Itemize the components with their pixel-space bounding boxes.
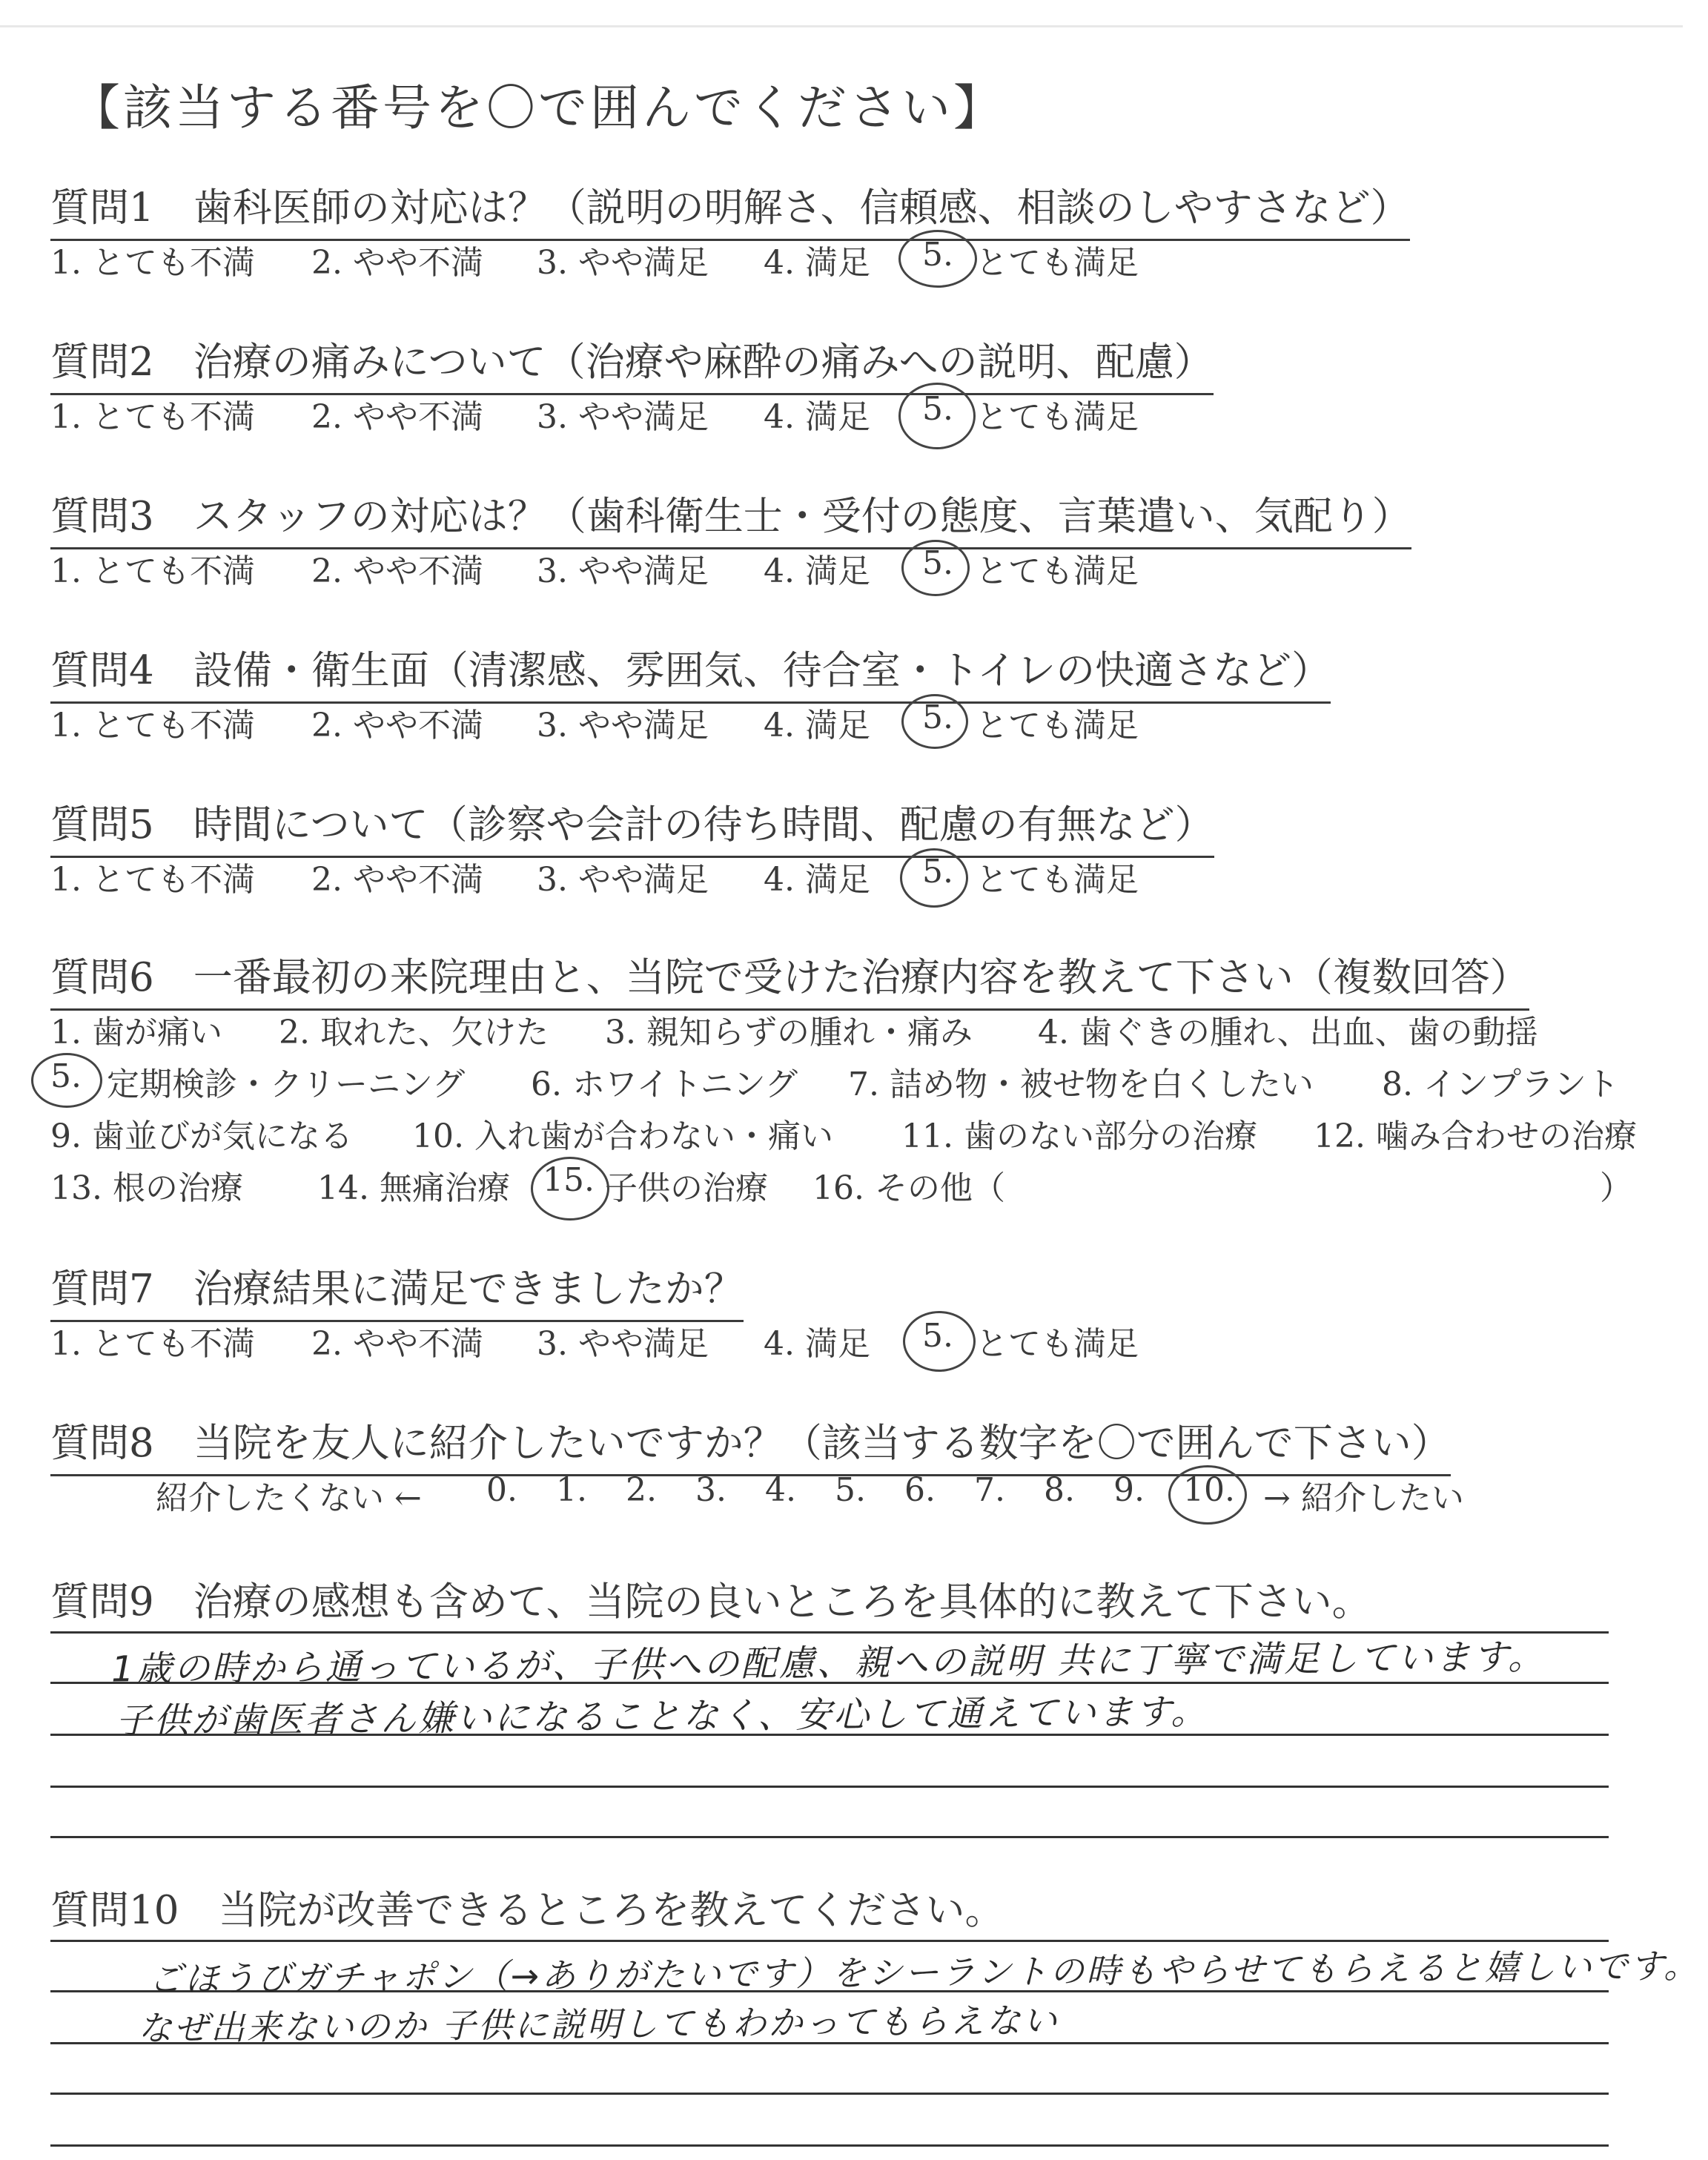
option-2[interactable]: 2. 取れた、欠けた	[279, 1014, 549, 1051]
option-1[interactable]: 1. とても不満	[50, 398, 255, 436]
selection-circle	[898, 383, 976, 449]
question-5-title: 質問5 時間について（診察や会計の待ち時間、配慮の有無など）	[50, 793, 1214, 858]
option-15[interactable]: 15.	[543, 1161, 595, 1199]
handwritten-answer-line: なぜ出来ないのか 子供に説明してもわかってもらえない	[137, 2000, 1059, 2049]
scale-6[interactable]: 6.	[904, 1471, 936, 1509]
option-2[interactable]: 2. やや不満	[311, 244, 483, 282]
scale-0[interactable]: 0.	[486, 1471, 517, 1509]
selection-circle	[901, 540, 970, 596]
option-4[interactable]: 4. 歯ぐきの腫れ、出血、歯の動揺	[1038, 1014, 1538, 1051]
option-5[interactable]: 5.	[922, 544, 953, 582]
option-5[interactable]: 5.	[922, 853, 953, 891]
option-3[interactable]: 3. やや満足	[537, 707, 709, 744]
option-4[interactable]: 4. 満足	[764, 244, 870, 282]
answer-line	[50, 2093, 1609, 2095]
question-9-title: 質問9 治療の感想も含めて、当院の良いところを具体的に教えて下さい。	[50, 1579, 1371, 1625]
option-3[interactable]: 3. やや満足	[537, 552, 709, 590]
option-5-label: とても満足	[976, 1325, 1139, 1363]
option-16[interactable]: 16. その他（	[812, 1169, 1005, 1207]
option-4[interactable]: 4. 満足	[764, 707, 870, 744]
option-1[interactable]: 1. とても不満	[50, 1325, 255, 1363]
option-7[interactable]: 7. 詰め物・被せ物を白くしたい	[848, 1066, 1314, 1103]
option-3[interactable]: 3. 親知らずの腫れ・痛み	[605, 1014, 973, 1051]
answer-line	[50, 1786, 1609, 1788]
selection-circle	[900, 848, 968, 908]
selection-circle	[531, 1157, 609, 1221]
selection-circle	[898, 230, 977, 288]
option-9[interactable]: 9. 歯並びが気になる	[50, 1117, 353, 1155]
option-16-close-paren: ）	[1600, 1169, 1632, 1207]
option-1[interactable]: 1. とても不満	[50, 244, 255, 282]
scale-2[interactable]: 2.	[626, 1471, 657, 1509]
option-15-label: 子供の治療	[605, 1169, 768, 1207]
option-5[interactable]: 5.	[922, 1317, 953, 1355]
option-5-label: とても満足	[976, 244, 1139, 282]
question-7-title: 質問7 治療結果に満足できましたか？	[50, 1258, 744, 1322]
scale-8[interactable]: 8.	[1044, 1471, 1075, 1509]
option-1[interactable]: 1. とても不満	[50, 552, 255, 590]
option-3[interactable]: 3. やや満足	[537, 244, 709, 282]
question-2-title: 質問2 治療の痛みについて（治療や麻酔の痛みへの説明、配慮）	[50, 331, 1214, 395]
scale-3[interactable]: 3.	[695, 1471, 726, 1509]
option-14[interactable]: 14. 無痛治療	[317, 1169, 510, 1207]
option-10[interactable]: 10. 入れ歯が合わない・痛い	[412, 1117, 833, 1155]
option-8[interactable]: 8. インプラント	[1382, 1066, 1619, 1103]
option-5-label: とても満足	[976, 398, 1139, 436]
selection-circle	[901, 694, 968, 749]
option-2[interactable]: 2. やや不満	[311, 1325, 483, 1363]
option-5-label: とても満足	[976, 707, 1139, 744]
option-5-label: とても満足	[976, 861, 1139, 899]
option-4[interactable]: 4. 満足	[764, 861, 870, 899]
question-4-title: 質問4 設備・衛生面（清潔感、雰囲気、待合室・トイレの快適さなど）	[50, 639, 1331, 704]
option-5[interactable]: 5.	[50, 1057, 82, 1095]
option-5-label: とても満足	[976, 552, 1139, 590]
option-3[interactable]: 3. やや満足	[537, 398, 709, 436]
question-8-title: 質問8 当院を友人に紹介したいですか？（該当する数字を〇で囲んで下さい）	[50, 1412, 1451, 1476]
option-4[interactable]: 4. 満足	[764, 1325, 870, 1363]
option-3[interactable]: 3. やや満足	[537, 861, 709, 899]
page-heading: 【該当する番号を〇で囲んでください】	[71, 79, 1005, 136]
option-2[interactable]: 2. やや不満	[311, 707, 483, 744]
option-6[interactable]: 6. ホワイトニング	[531, 1066, 798, 1103]
selection-circle	[903, 1311, 976, 1372]
option-5[interactable]: 5.	[922, 236, 953, 274]
handwritten-answer-line: 1歳の時から通っているが、子供への配慮、親への説明 共に丁寧で満足しています。	[110, 1636, 1546, 1691]
option-13[interactable]: 13. 根の治療	[50, 1169, 243, 1207]
handwritten-answer-line: ごほうびガチャポン（→ありがたいです）をシーラントの時もやらせてもらえると嬉しいです。	[148, 1945, 1701, 2000]
option-2[interactable]: 2. やや不満	[311, 552, 483, 590]
option-1[interactable]: 1. とても不満	[50, 861, 255, 899]
option-5[interactable]: 5.	[922, 390, 953, 428]
option-11[interactable]: 11. 歯のない部分の治療	[901, 1117, 1257, 1155]
scale-5[interactable]: 5.	[835, 1471, 866, 1509]
selection-circle	[31, 1053, 102, 1108]
selection-circle	[1168, 1465, 1247, 1525]
option-3[interactable]: 3. やや満足	[537, 1325, 709, 1363]
scale-9[interactable]: 9.	[1113, 1471, 1145, 1509]
option-4[interactable]: 4. 満足	[764, 552, 870, 590]
answer-line	[50, 1836, 1609, 1838]
option-4[interactable]: 4. 満足	[764, 398, 870, 436]
answer-line	[50, 2144, 1609, 2147]
scale-10[interactable]: 10.	[1183, 1471, 1235, 1509]
option-1[interactable]: 1. 歯が痛い	[50, 1014, 222, 1051]
scale-1[interactable]: 1.	[556, 1471, 587, 1509]
scale-7[interactable]: 7.	[974, 1471, 1005, 1509]
option-2[interactable]: 2. やや不満	[311, 861, 483, 899]
question-1-title: 質問1 歯科医師の対応は？（説明の明解さ、信頼感、相談のしやすさなど）	[50, 176, 1410, 241]
option-2[interactable]: 2. やや不満	[311, 398, 483, 436]
scale-left-label: 紹介したくない ←	[156, 1479, 422, 1517]
question-3-title: 質問3 スタッフの対応は？（歯科衛生士・受付の態度、言葉遣い、気配り）	[50, 485, 1411, 549]
scale-4[interactable]: 4.	[765, 1471, 796, 1509]
option-1[interactable]: 1. とても不満	[50, 707, 255, 744]
scale-right-label: → 紹介したい	[1263, 1479, 1464, 1517]
option-5-label: 定期検診・クリーニング	[107, 1066, 466, 1103]
top-divider	[0, 25, 1683, 27]
option-5[interactable]: 5.	[922, 698, 953, 736]
question-10-title: 質問10 当院が改善できるところを教えてください。	[50, 1888, 1004, 1933]
question-6-title: 質問6 一番最初の来院理由と、当院で受けた治療内容を教えて下さい（複数回答）	[50, 946, 1529, 1011]
handwritten-answer-line: 子供が歯医者さん嫌いになることなく、安心して通えています。	[115, 1691, 1209, 1743]
option-12[interactable]: 12. 噛み合わせの治療	[1314, 1117, 1637, 1155]
